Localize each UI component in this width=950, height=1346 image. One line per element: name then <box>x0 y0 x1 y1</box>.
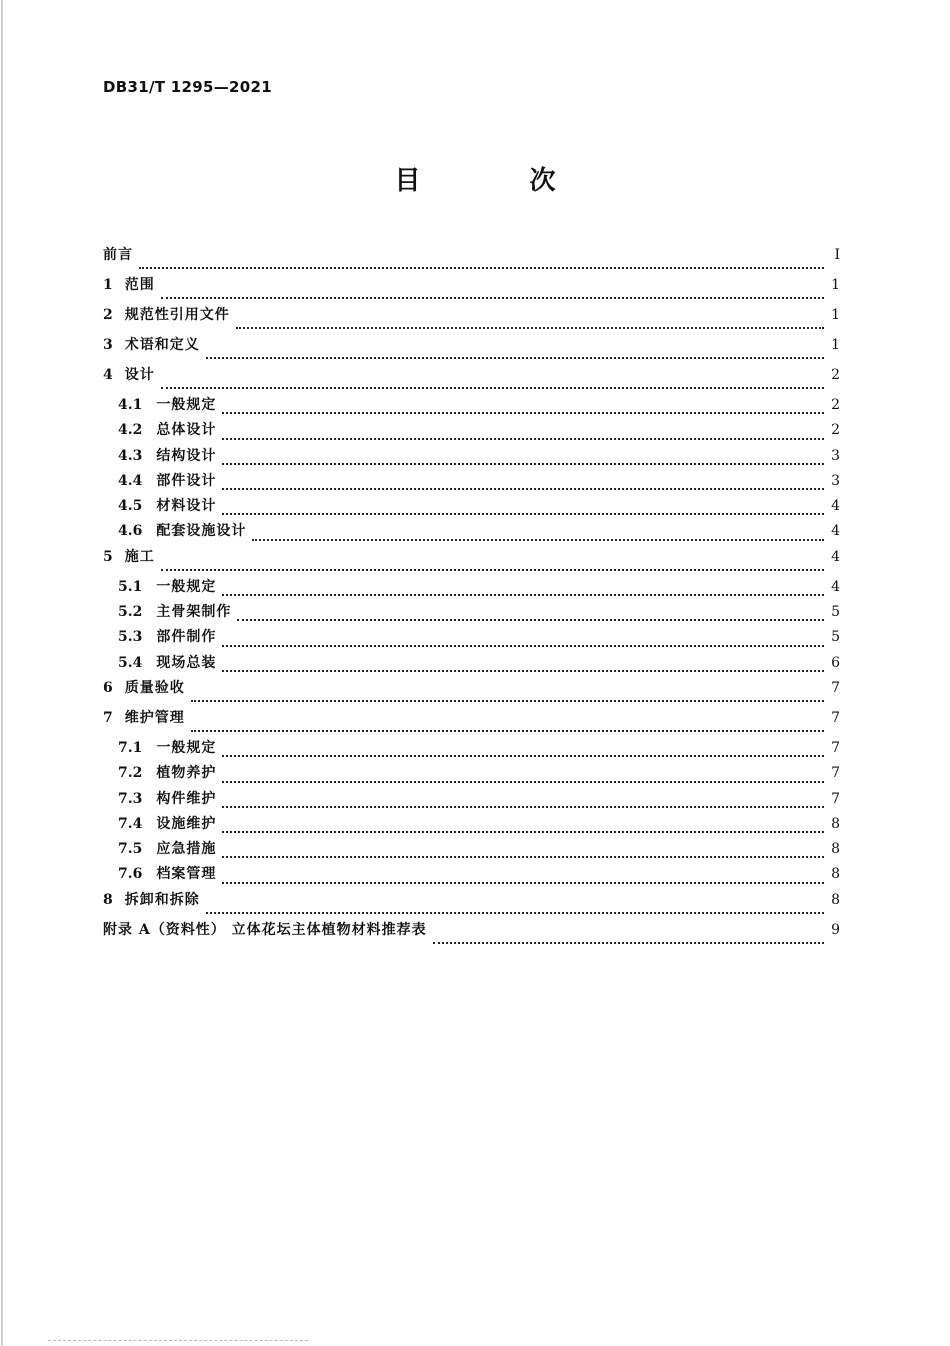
toc-entry[interactable] <box>103 394 840 419</box>
toc-entry-label: 附录 A（资料性） 立体花坛主体植物材料推荐表 <box>103 921 427 938</box>
toc-entry-page-number: 4 <box>831 523 840 540</box>
toc-entry-number: 7.3 <box>118 790 143 807</box>
toc-entry-page-number: 5 <box>831 604 840 621</box>
toc-entry[interactable] <box>103 919 840 949</box>
toc-leader-dots <box>222 438 824 440</box>
toc-entry[interactable] <box>103 470 840 495</box>
toc-leader-dots <box>222 513 824 515</box>
footer-line <box>48 1340 308 1341</box>
toc-entry-page-number: 1 <box>831 337 840 353</box>
toc-entry[interactable] <box>103 813 840 838</box>
toc-leader-dots <box>222 670 824 672</box>
toc-leader-dots <box>161 387 824 389</box>
toc-entry-page-number: 8 <box>831 841 840 858</box>
toc-entry[interactable] <box>103 838 840 863</box>
table-of-contents <box>103 244 840 949</box>
toc-entry-label: 应急措施 <box>156 841 217 858</box>
toc-entry-number: 7.2 <box>118 765 143 782</box>
toc-leader-dots <box>222 831 824 833</box>
toc-leader-dots <box>222 645 824 647</box>
toc-entry-number: 6 <box>103 679 113 696</box>
toc-leader-dots <box>161 297 824 299</box>
toc-leader-dots <box>252 539 824 541</box>
toc-entry[interactable] <box>103 546 840 576</box>
toc-entry-page-number: 1 <box>831 307 840 323</box>
toc-entry[interactable] <box>103 889 840 919</box>
toc-leader-dots <box>433 942 824 944</box>
toc-leader-dots <box>222 882 824 884</box>
toc-entry-number: 4.1 <box>118 397 143 413</box>
toc-leader-dots <box>222 806 824 808</box>
toc-entry-page-number: 1 <box>831 277 840 293</box>
page-edge <box>1 0 3 1346</box>
toc-entry-label: 主骨架制作 <box>156 604 232 621</box>
toc-entry-number: 5.3 <box>118 629 143 646</box>
toc-entry-label: 范围 <box>124 277 155 293</box>
page-title: 目 次 <box>394 166 606 196</box>
toc-entry-page-number: 4 <box>831 548 840 565</box>
toc-entry[interactable] <box>103 445 840 470</box>
toc-leader-dots <box>222 488 824 490</box>
toc-entry-number: 4.6 <box>118 523 143 540</box>
toc-entry-page-number: 7 <box>831 709 840 726</box>
toc-entry-number: 4 <box>103 367 113 383</box>
toc-entry-page-number: 7 <box>831 679 840 696</box>
toc-entry-label: 一般规定 <box>156 739 217 756</box>
toc-entry[interactable] <box>103 274 840 304</box>
toc-entry-label: 施工 <box>124 548 155 565</box>
toc-entry-number: 7.5 <box>118 841 143 858</box>
toc-entry-label: 部件设计 <box>156 472 217 489</box>
toc-entry-number: 4.3 <box>118 447 143 464</box>
toc-entry-label: 前言 <box>103 247 133 263</box>
toc-leader-dots <box>222 463 824 465</box>
toc-leader-dots <box>222 781 824 783</box>
toc-leader-dots <box>191 730 824 732</box>
toc-entry-number: 8 <box>103 891 113 908</box>
toc-entry-label: 配套设施设计 <box>156 523 247 540</box>
toc-entry[interactable] <box>103 762 840 787</box>
toc-entry-page-number: 2 <box>831 367 840 383</box>
toc-entry-label: 设计 <box>124 367 155 383</box>
toc-entry-page-number: 3 <box>831 447 840 464</box>
toc-entry-label: 材料设计 <box>156 498 217 515</box>
toc-entry[interactable] <box>103 244 840 274</box>
toc-leader-dots <box>237 619 824 621</box>
toc-entry-number: 5.2 <box>118 604 143 621</box>
toc-leader-dots <box>206 357 824 359</box>
toc-entry-page-number: 7 <box>831 739 840 756</box>
toc-entry-label: 设施维护 <box>156 815 217 832</box>
toc-entry-page-number: 9 <box>831 921 840 938</box>
toc-leader-dots <box>236 327 824 329</box>
document-code: DB31/T 1295—2021 <box>103 78 272 96</box>
toc-entry[interactable] <box>103 788 840 813</box>
toc-entry[interactable] <box>103 495 840 520</box>
toc-entry-label: 构件维护 <box>156 790 217 807</box>
toc-entry[interactable] <box>103 520 840 545</box>
toc-entry-label: 植物养护 <box>156 765 217 782</box>
toc-leader-dots <box>222 594 824 596</box>
toc-entry[interactable] <box>103 364 840 394</box>
toc-entry-number: 4.5 <box>118 498 143 515</box>
toc-leader-dots <box>191 700 824 702</box>
toc-entry-number: 5 <box>103 548 113 565</box>
toc-entry-label: 档案管理 <box>156 866 217 883</box>
toc-entry-number: 3 <box>103 337 113 353</box>
toc-entry-number: 7.6 <box>118 866 143 883</box>
toc-entry-page-number: 8 <box>831 891 840 908</box>
toc-entry-number: 2 <box>103 307 113 323</box>
toc-entry[interactable] <box>103 677 840 707</box>
toc-leader-dots <box>222 412 824 414</box>
toc-entry-number: 7.1 <box>118 739 143 756</box>
toc-entry-label: 质量验收 <box>124 679 185 696</box>
toc-entry-number: 1 <box>103 277 113 293</box>
toc-entry[interactable] <box>103 737 840 762</box>
toc-entry[interactable] <box>103 652 840 677</box>
toc-leader-dots <box>222 856 824 858</box>
toc-entry-number: 5.1 <box>118 578 143 595</box>
toc-leader-dots <box>139 267 824 269</box>
toc-entry-label: 术语和定义 <box>124 337 200 353</box>
toc-leader-dots <box>222 755 824 757</box>
toc-entry[interactable] <box>103 863 840 888</box>
toc-entry[interactable] <box>103 304 840 334</box>
toc-entry[interactable] <box>103 626 840 651</box>
toc-entry-number: 7.4 <box>118 815 143 832</box>
toc-entry-number: 5.4 <box>118 654 143 671</box>
toc-entry-page-number: 5 <box>831 629 840 646</box>
toc-leader-dots <box>161 569 824 571</box>
toc-entry-page-number: I <box>834 247 840 263</box>
toc-entry-page-number: 8 <box>831 815 840 832</box>
toc-entry[interactable] <box>103 601 840 626</box>
toc-entry-label: 一般规定 <box>156 578 217 595</box>
toc-entry-page-number: 3 <box>831 472 840 489</box>
toc-entry-page-number: 7 <box>831 790 840 807</box>
toc-entry-page-number: 8 <box>831 866 840 883</box>
toc-entry[interactable] <box>103 419 840 444</box>
toc-entry-label: 规范性引用文件 <box>124 307 230 323</box>
toc-entry-label: 结构设计 <box>156 447 217 464</box>
toc-entry-number: 4.4 <box>118 472 143 489</box>
toc-entry-page-number: 7 <box>831 765 840 782</box>
toc-entry-label: 现场总装 <box>156 654 217 671</box>
toc-entry-page-number: 6 <box>831 654 840 671</box>
toc-entry-page-number: 2 <box>831 422 840 439</box>
toc-entry-label: 维护管理 <box>124 709 185 726</box>
toc-entry-page-number: 4 <box>831 578 840 595</box>
toc-entry-page-number: 2 <box>831 397 840 413</box>
toc-entry[interactable] <box>103 334 840 364</box>
toc-entry-label: 一般规定 <box>156 397 217 413</box>
toc-entry-label: 部件制作 <box>156 629 217 646</box>
toc-entry-label: 拆卸和拆除 <box>124 891 200 908</box>
toc-entry-page-number: 4 <box>831 498 840 515</box>
toc-entry[interactable] <box>103 576 840 601</box>
toc-entry[interactable] <box>103 707 840 737</box>
toc-entry-number: 4.2 <box>118 422 143 439</box>
toc-entry-number: 7 <box>103 709 113 726</box>
toc-entry-label: 总体设计 <box>156 422 217 439</box>
toc-leader-dots <box>206 912 824 914</box>
